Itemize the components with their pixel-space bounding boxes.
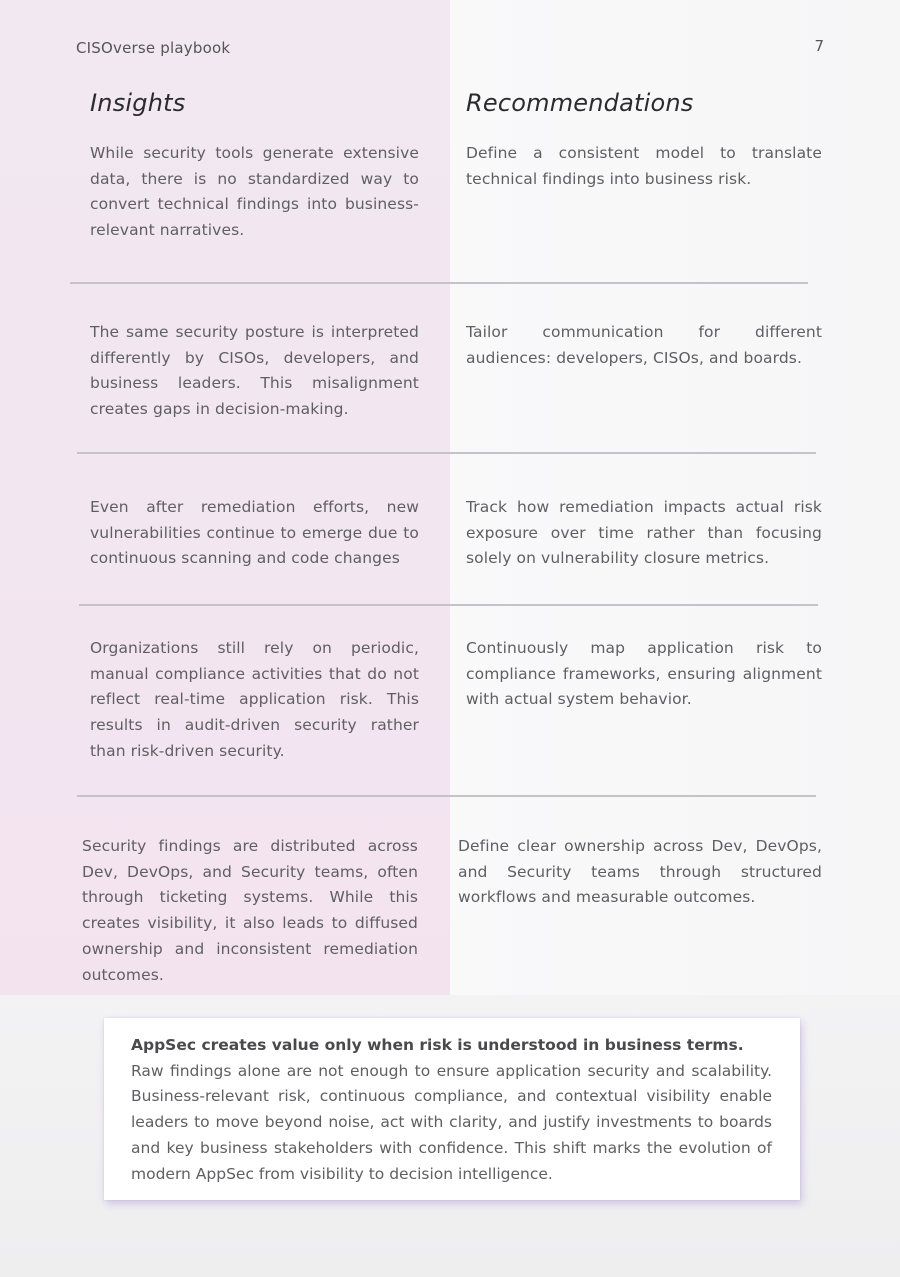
recommendations-heading: Recommendations: [466, 89, 694, 117]
insight-cell-2: The same security posture is interpreted differently by CISOs, developers, and business leaders. This misalignment creates gaps in decision-making.: [90, 323, 419, 419]
row-divider-2: [77, 452, 816, 454]
callout-body: Raw findings alone are not enough to ensure application security and scalability. Business-relevant risk, continuous compliance, and contextual visibility enable leaders to move beyond noise, act with clarity, and justify investments to boards and key business stakeholders with confidence. This shift marks the evolution of modern AppSec from visibility to decision intelligence.: [131, 1061, 772, 1183]
recommendation-cell-5: Define clear ownership across Dev, DevOps, and Security teams through structured workflows and measurable outcomes.: [458, 837, 822, 907]
row-divider-3: [79, 604, 818, 606]
page-number: 7: [814, 37, 824, 55]
brand-header: CISOverse playbook: [76, 39, 231, 57]
insight-cell-3: Even after remediation efforts, new vulnerabilities continue to emerge due to continuous scanning and code changes: [90, 498, 419, 568]
insight-cell-5: Security findings are distributed across Dev, DevOps, and Security teams, often through ticketing systems. While this creates visibility, it also leads to diffused ownership and inconsistent remediation outcomes.: [82, 837, 418, 984]
insights-heading: Insights: [90, 89, 186, 117]
summary-callout-box: [104, 1018, 800, 1200]
insight-cell-4: Organizations still rely on periodic, manual compliance activities that do not reflect real-time application risk. This results in audit-driven security rather than risk-driven security.: [90, 639, 419, 760]
callout-title: AppSec creates value only when risk is understood in business terms.: [131, 1036, 744, 1054]
insight-cell-1: While security tools generate extensive data, there is no standardized way to convert technical findings into business-relevant narratives.: [90, 144, 419, 240]
recommendation-cell-4: Continuously map application risk to compliance frameworks, ensuring alignment with actual system behavior.: [466, 639, 822, 709]
recommendation-cell-1: Define a consistent model to translate technical findings into business risk.: [466, 144, 822, 188]
row-divider-4: [77, 795, 816, 797]
recommendation-cell-3: Track how remediation impacts actual risk exposure over time rather than focusing solely on vulnerability closure metrics.: [466, 498, 822, 568]
row-divider-1: [70, 282, 808, 284]
recommendation-cell-2: Tailor communication for different audiences: developers, CISOs, and boards.: [466, 323, 822, 367]
